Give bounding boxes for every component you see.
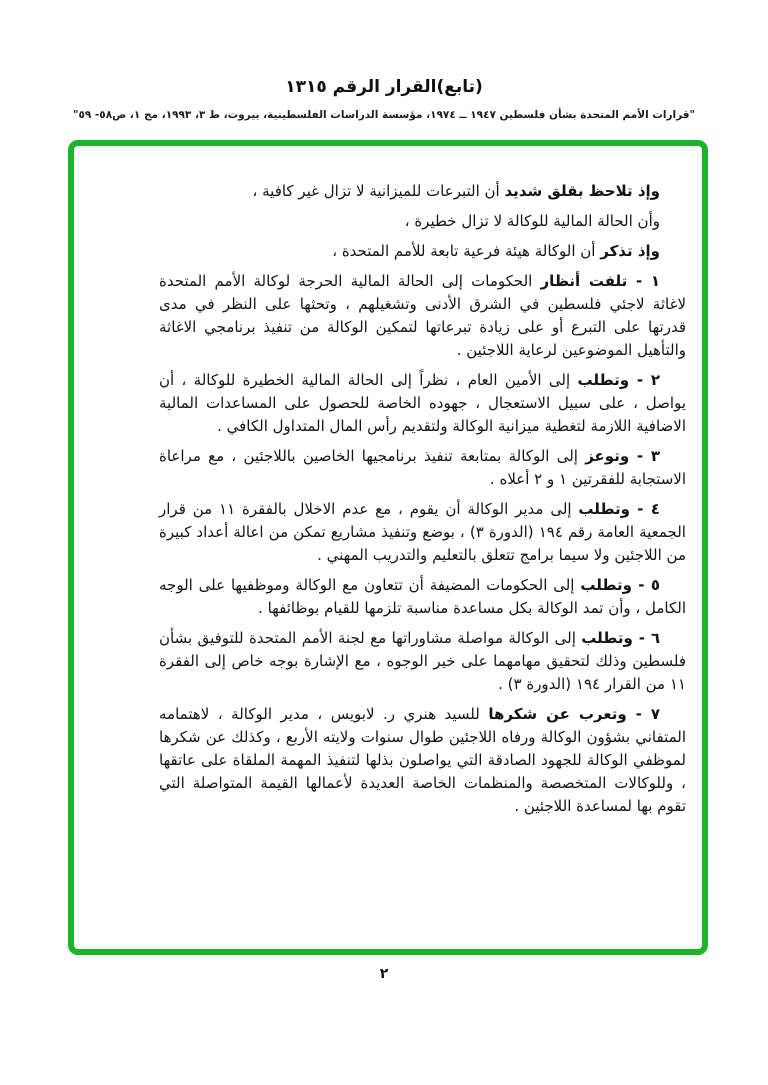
resolution-text-block [159, 180, 686, 825]
clause-text: أن الوكالة هيئة فرعية تابعة للأمم المتحدة ، [332, 242, 601, 260]
clause-text: إلى مدير الوكالة أن يقوم ، مع عدم الاخلال بالفقرة ١١ من قرار الجمعية العامة رقم ١٩٤ (الدورة ٣) ، بوضع وتنفيذ مشاريع تمكن من اعالة أعداد كبيرة من اللاجئين ولا سيما برامج تتعلق بالتعليم والتدريب المهني . [159, 500, 686, 564]
clause-lead: ٣ - وتوعز [585, 447, 660, 465]
preamble-clause [159, 210, 686, 233]
clause-text: وأن الحالة المالية للوكالة لا تزال خطيرة ، [404, 212, 660, 230]
operative-paragraph-7 [159, 703, 686, 818]
operative-paragraph-3 [159, 445, 686, 491]
preamble-clause [159, 240, 686, 263]
clause-text: إلى الوكالة مواصلة مشاوراتها مع لجنة الأمم المتحدة للتوفيق بشأن فلسطين وذلك لتحقيق مهامهما على خير الوجوه ، مع الإشارة بوجه خاص إلى الفقرة ١١ من القرار ١٩٤ (الدورة ٣) . [159, 629, 686, 693]
clause-text: للسيد هنري ر. لابويس ، مدير الوكالة ، لاهتمامه المتفاني بشؤون الوكالة ورفاه اللاجئين طوال سنوات ولايته الأربع ، وكذلك عن شكرها لموظفي الوكالة للجهود الصادقة التي يواصلون بذلها لتنفيذ المهمة الملقاة على عاتقها ، وللوكالات المتخصصة والمنظمات الخاصة العديدة لأعمالها القيمة المتواصلة التي تقوم بها لمساعدة اللاجئين . [159, 705, 686, 815]
document-title: (تابع)القرار الرقم ١٣١٥ [285, 77, 483, 97]
preamble-clause [159, 180, 686, 203]
operative-paragraph-4 [159, 498, 686, 567]
clause-text: الحكومات إلى الحالة المالية الحرجة لوكالة الأمم المتحدة لاغاثة لاجئي فلسطين في الشرق الأدنى وتشغيلهم ، وتحثها على النظر في مدى قدرتها على التبرع أو على زيادة تبرعاتها لتمكين الوكالة من تنفيذ برنامجي الاغاثة والتأهيل الموضوعين لرعاية اللاجئين . [159, 272, 686, 359]
clause-lead: ٤ - وتطلب [578, 500, 660, 518]
clause-lead: ٦ - وتطلب [581, 629, 660, 647]
clause-lead: ٥ - وتطلب [580, 576, 660, 594]
operative-paragraph-5 [159, 574, 686, 620]
clause-text: إلى الحكومات المضيفة أن تتعاون مع الوكالة وموظفيها على الوجه الكامل ، وأن تمد الوكالة بكل مساعدة مناسبة تلزمها للقيام بوظائفها . [159, 576, 686, 617]
operative-paragraph-1 [159, 270, 686, 362]
clause-text: أن التبرعات للميزانية لا تزال غير كافية ، [252, 182, 505, 200]
operative-paragraph-2 [159, 369, 686, 438]
page-number: ٢ [379, 966, 389, 982]
operative-paragraph-6 [159, 627, 686, 696]
clause-text: إلى الوكالة بمتابعة تنفيذ برنامجيها الخاصين باللاجئين ، مع مراعاة الاستجابة للفقرتين ١ و ٢ أعلاه . [159, 447, 686, 488]
clause-lead: ٢ - وتطلب [577, 371, 660, 389]
clause-lead: ١ - تلفت أنظار [540, 272, 660, 290]
clause-lead: ٧ - وتعرب عن شكرها [488, 705, 661, 723]
clause-lead: وإذ تلاحظ بقلق شديد [504, 182, 660, 200]
clause-text: إلى الأمين العام ، نظراً إلى الحالة المالية الخطيرة للوكالة ، أن يواصل ، على سبيل الاستعجال ، جهوده الخاصة للحصول على المساعدات المالية الاضافية اللازمة لتغطية ميزانية الوكالة ولتقديم رأس المال المتداول الكافي . [159, 371, 686, 435]
clause-lead: وإذ تذكر [600, 242, 660, 260]
source-citation: "قرارات الأمم المتحدة بشأن فلسطين ١٩٤٧ ــ ١٩٧٤، مؤسسة الدراسات الفلسطينية، بيروت، ط ٣، ١٩٩٣، مج ١، ص٥٨- ٥٩" [72, 109, 696, 121]
